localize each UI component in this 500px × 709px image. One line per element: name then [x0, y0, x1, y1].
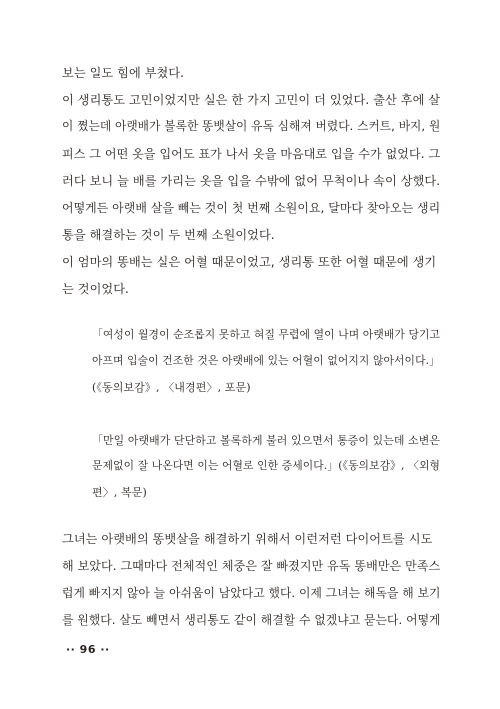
quote-text-line: 아프며 입술이 건조한 것은 아랫배에 있는 어혈이 없어지지 않아서이다.」: [92, 354, 441, 367]
body-text-line: 러다 보니 늘 배를 가리는 옷을 입을 수밖에 없어 무척이나 속이 상했다.: [62, 174, 441, 188]
body-text-line: 를 원했다. 살도 빼면서 생리통도 같이 해결할 수 없겠냐고 묻는다. 어떻게: [62, 613, 441, 627]
quote-text-line: 「만일 아랫배가 단단하고 볼록하게 불러 있으면서 통증이 있는데 소변은: [92, 434, 440, 447]
body-text-line: 피스 그 어떤 옷을 입어도 표가 나서 옷을 마음대로 입을 수가 없었다. 그: [62, 147, 441, 161]
body-text-line: 보는 일도 힘에 부쳤다.: [62, 66, 185, 80]
body-text-line: 이 엄마의 똥배는 실은 어혈 때문이었고, 생리통 또한 어혈 때문에 생기: [62, 255, 437, 269]
body-text-line: 어떻게든 아랫배 살을 빼는 것이 첫 번째 소원이요, 달마다 찾아오는 생리: [62, 201, 441, 215]
body-text-line: 이 생리통도 고민이었지만 실은 한 가지 고민이 더 있었다. 출산 후에 살: [62, 93, 441, 107]
body-text-line: 통을 해결하는 것이 두 번째 소원이었다.: [62, 228, 275, 242]
quote-citation: (《동의보감》, 〈내경편〉, 포문): [92, 381, 251, 394]
body-text-line: 그녀는 아랫배의 똥뱃살을 해결하기 위해서 이런저런 다이어트를 시도: [62, 532, 433, 546]
page-number: ·· 96 ··: [66, 643, 110, 656]
quote-citation: 편〉, 복문): [92, 486, 147, 499]
body-text-line: 는 것이었다.: [62, 282, 129, 296]
body-text-line: 이 쪘는데 아랫배가 볼록한 똥뱃살이 유독 심해져 버렸다. 스커트, 바지, 원: [62, 119, 441, 133]
quote-text-line: 「여성이 월경이 순조롭지 못하고 혀질 무렵에 열이 나며 아랫배가 당기고: [92, 328, 441, 341]
body-text-line: 럽게 빠지지 않아 늘 아쉬움이 남았다고 했다. 이제 그녀는 해독을 해 보기: [62, 586, 441, 600]
body-text-line: 해 보았다. 그때마다 전체적인 체중은 잘 빠졌지만 유독 똥배만은 만족스: [62, 559, 441, 573]
quote-text-line: 문제없이 잘 나온다면 이는 어혈로 인한 증세이다.」(《동의보감》, 〈외형: [92, 459, 441, 472]
